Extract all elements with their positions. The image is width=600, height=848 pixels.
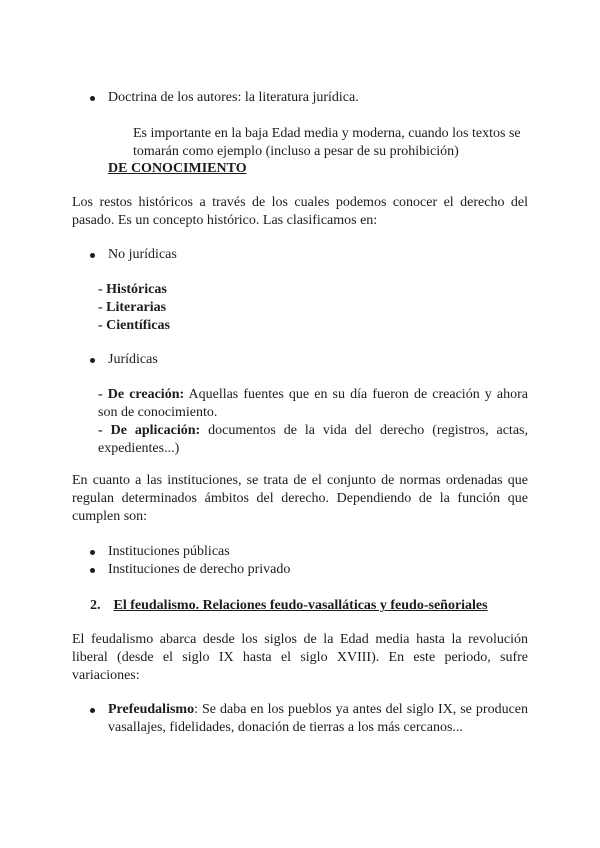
prefeudalismo-term: Prefeudalismo (108, 702, 195, 717)
section-title: El feudalismo. Relaciones feudo-vasalláticas y feudo-señoriales (113, 598, 488, 613)
instituciones-paragraph: En cuanto a las instituciones, se trata de el conjunto de normas ordenadas que regulan determinados ámbitos del derecho. Dependiendo de la función que cumplen son: (72, 473, 528, 524)
prefeudalismo-text: : Se daba en los pueblos ya antes del siglo IX, se producen vasallajes, fidelidades, donación de tierras a los más cercanos... (108, 702, 528, 735)
institucion-item: Instituciones de derecho privado (108, 562, 291, 577)
doctrina-note: Es importante en la baja Edad media y moderna, cuando los textos se tomarán como ejemplo (incluso a pesar de su prohibición) (133, 126, 521, 159)
intro-paragraph: Los restos históricos a través de los cuales podemos conocer el derecho del pasado. Es un concepto histórico. Las clasificamos en: (72, 195, 528, 228)
bullet-icon (90, 568, 95, 573)
feudalismo-paragraph: El feudalismo abarca desde los siglos de la Edad media hasta la revolución liberal (desde el siglo IX hasta el siglo XVIII). En este periodo, sufre variaciones: (72, 632, 528, 683)
bullet-icon (90, 358, 95, 363)
list-item (90, 246, 528, 264)
section-number: 2. (90, 598, 101, 613)
heading-de-conocimiento: DE CONOCIMIENTO (108, 161, 247, 176)
aplicacion-text: documentos de la vida del derecho (registros, actas, expedientes...) (98, 423, 528, 456)
list-item (90, 701, 528, 737)
bullet-icon (90, 253, 95, 258)
prefeudalismo-item (108, 701, 528, 737)
juridicas-label: Jurídicas (108, 352, 158, 367)
list-item (90, 561, 528, 579)
institucion-item: Instituciones públicas (108, 544, 230, 559)
bullet-icon (90, 708, 95, 713)
list-item (90, 351, 528, 369)
creacion-text: Aquellas fuentes que en su día fueron de creación y ahora son de conocimiento. (98, 387, 528, 420)
list-item: - Científicas (98, 318, 170, 333)
list-item (90, 89, 528, 107)
bullet-icon (90, 550, 95, 555)
doctrina-item: Doctrina de los autores: la literatura jurídica. (108, 90, 359, 105)
list-item (90, 543, 528, 561)
list-item: - Literarias (98, 300, 167, 315)
juridicas-creacion (98, 386, 528, 422)
section-heading (90, 597, 546, 615)
no-juridicas-label: No jurídicas (108, 247, 177, 262)
list-item: - Históricas (98, 282, 167, 297)
creacion-term: - De creación: (98, 387, 185, 402)
juridicas-aplicacion (98, 422, 528, 458)
bullet-icon (90, 96, 95, 101)
aplicacion-term: - De aplicación: (98, 423, 201, 438)
no-juridicas-list (98, 281, 554, 335)
